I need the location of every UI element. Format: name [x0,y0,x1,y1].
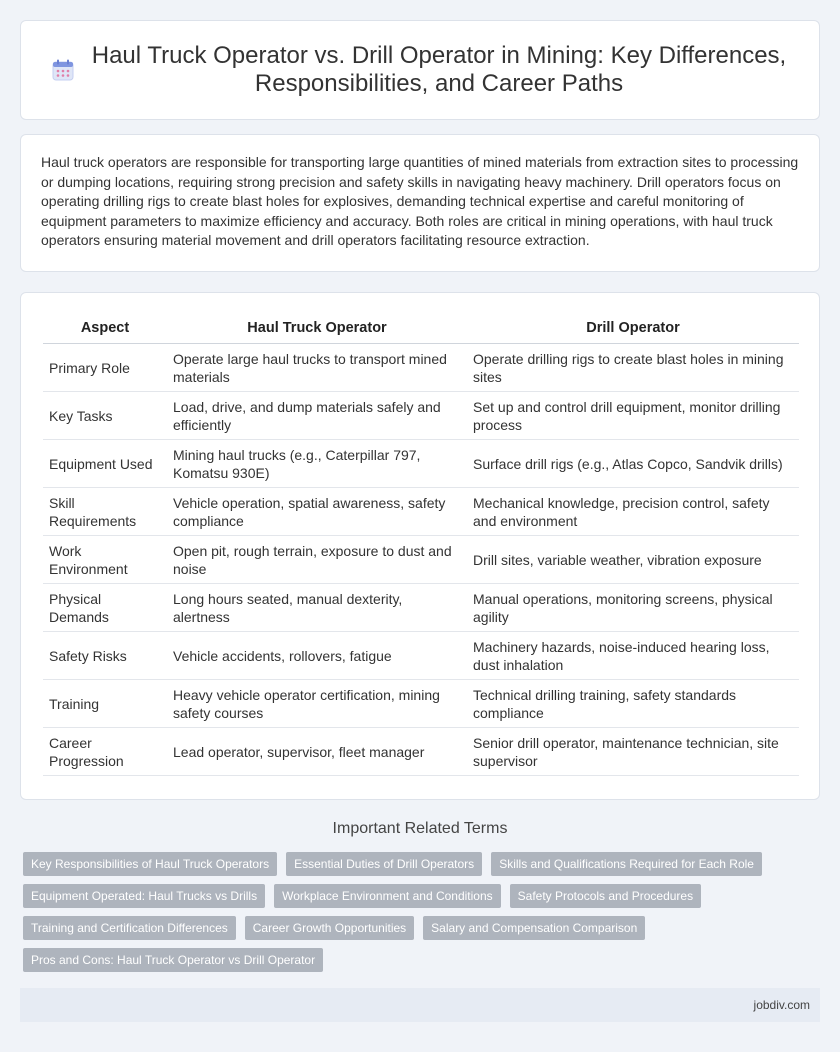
drill-operator-cell: Set up and control drill equipment, monitor drilling process [467,392,799,440]
aspect-cell: Work Environment [43,536,167,584]
comparison-card [20,292,820,800]
drill-operator-cell: Senior drill operator, maintenance technician, site supervisor [467,728,799,776]
haul-truck-cell: Mining haul trucks (e.g., Caterpillar 797, Komatsu 930E) [167,440,467,488]
aspect-cell: Safety Risks [43,632,167,680]
footer [20,988,820,1022]
haul-truck-cell: Operate large haul trucks to transport mined materials [167,344,467,392]
drill-operator-cell: Manual operations, monitoring screens, physical agility [467,584,799,632]
table-row [43,584,799,632]
aspect-cell: Career Progression [43,728,167,776]
table-row [43,728,799,776]
comparison-table [43,311,799,776]
drill-operator-cell: Technical drilling training, safety standards compliance [467,680,799,728]
drill-operator-cell: Drill sites, variable weather, vibration exposure [467,536,799,584]
drill-operator-cell: Surface drill rigs (e.g., Atlas Copco, Sandvik drills) [467,440,799,488]
haul-truck-cell: Vehicle accidents, rollovers, fatigue [167,632,467,680]
title-wrap [21,42,819,98]
header-card [20,20,820,120]
related-term-tag[interactable]: Pros and Cons: Haul Truck Operator vs Drill Operator [23,948,323,972]
drill-operator-cell: Machinery hazards, noise-induced hearing loss, dust inhalation [467,632,799,680]
intro-text: Haul truck operators are responsible for transporting large quantities of mined materials from extraction sites to processing or dumping locations, requiring strong precision and safety skills in navigating heavy machinery. Drill operators focus on operating drilling rigs to create blast holes for explosives, demanding technical expertise and careful monitoring of equipment parameters to maximize efficiency and accuracy. Both roles are critical in mining operations, with haul truck operators ensuring material movement and drill operators facilitating resource extraction. [41,154,799,249]
column-header: Aspect [43,311,167,344]
haul-truck-cell: Load, drive, and dump materials safely and efficiently [167,392,467,440]
table-row [43,344,799,392]
haul-truck-cell: Long hours seated, manual dexterity, alertness [167,584,467,632]
table-row [43,536,799,584]
haul-truck-cell: Lead operator, supervisor, fleet manager [167,728,467,776]
related-term-tag[interactable]: Key Responsibilities of Haul Truck Operators [23,852,277,876]
related-terms-list [23,852,823,972]
intro-card [20,134,820,272]
haul-truck-cell: Open pit, rough terrain, exposure to dust and noise [167,536,467,584]
haul-truck-cell: Heavy vehicle operator certification, mining safety courses [167,680,467,728]
related-term-tag[interactable]: Salary and Compensation Comparison [423,916,645,940]
drill-operator-cell: Mechanical knowledge, precision control, safety and environment [467,488,799,536]
related-term-tag[interactable]: Workplace Environment and Conditions [274,884,501,908]
aspect-cell: Training [43,680,167,728]
table-row [43,680,799,728]
aspect-cell: Key Tasks [43,392,167,440]
related-term-tag[interactable]: Skills and Qualifications Required for Each Role [491,852,762,876]
calendar-icon [51,58,75,82]
related-terms-title: Important Related Terms [332,820,508,837]
table-header-row [43,311,799,344]
column-header: Haul Truck Operator [167,311,467,344]
aspect-cell: Physical Demands [43,584,167,632]
related-term-tag[interactable]: Safety Protocols and Procedures [510,884,701,908]
footer-site[interactable]: jobdiv.com [753,998,810,1012]
drill-operator-cell: Operate drilling rigs to create blast holes in mining sites [467,344,799,392]
aspect-cell: Primary Role [43,344,167,392]
page-title: Haul Truck Operator vs. Drill Operator in Mining: Key Differences, Responsibilities, and Career Paths [91,42,787,97]
column-header: Drill Operator [467,311,799,344]
related-term-tag[interactable]: Career Growth Opportunities [245,916,414,940]
aspect-cell: Skill Requirements [43,488,167,536]
table-row [43,392,799,440]
related-term-tag[interactable]: Training and Certification Differences [23,916,236,940]
table-row [43,488,799,536]
table-row [43,632,799,680]
aspect-cell: Equipment Used [43,440,167,488]
related-term-tag[interactable]: Essential Duties of Drill Operators [286,852,482,876]
haul-truck-cell: Vehicle operation, spatial awareness, safety compliance [167,488,467,536]
related-term-tag[interactable]: Equipment Operated: Haul Trucks vs Drills [23,884,265,908]
table-row [43,440,799,488]
